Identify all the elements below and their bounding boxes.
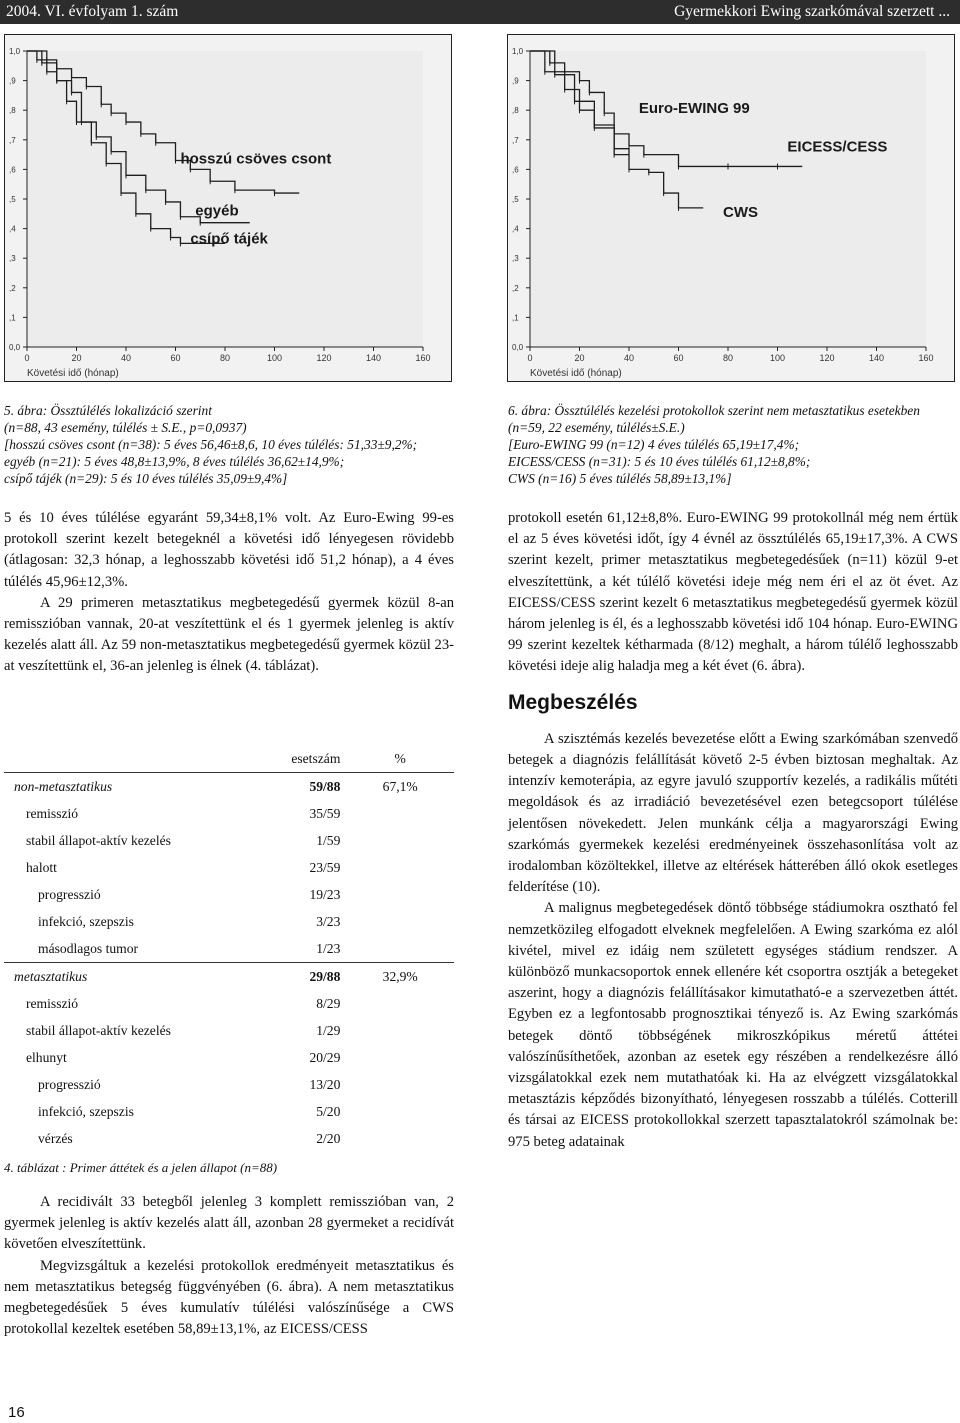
y-tick-label: ,8 [9, 106, 16, 116]
paragraph: A 29 primeren metasztatikus megbetegedésű gyermek közül 8-an remisszióban vannak, 20-at veszítettünk el és 1 gyermek jelenleg is aktív kezelés alatt áll. Az 59 non-metasztatikus megbetegedésű gyermek közül 23-at veszítettünk el, 36-an jelenleg is élnek (4. táblázat). [4, 594, 454, 675]
table-row [4, 908, 454, 935]
table-header-row [4, 745, 454, 773]
table-row [4, 881, 454, 908]
y-tick-label: 0,0 [512, 343, 524, 352]
table-cell-percent [346, 935, 454, 963]
article-title-short: Gyermekkori Ewing szarkómával szerzett ... [674, 3, 950, 20]
table-4-caption: 4. táblázat : Primer áttétek és a jelen állapot (n=88) [4, 1160, 278, 1175]
x-tick-label: 160 [415, 353, 431, 363]
y-tick-label: ,2 [9, 283, 16, 293]
y-tick-label: ,6 [512, 165, 519, 175]
y-tick-label: ,5 [512, 195, 519, 204]
table-cell-label: non-metasztatikus [4, 773, 246, 801]
paragraph: protokoll esetén 61,12±8,8%. Euro-EWING 99 protokollnál még nem értük el az 5 éves követési időt, így 4 évnél az össztúlélés 65,19±17,3%. A CWS szerint kezelt, primer metasztatikus megbetegedésűek (n=11) közül 9-et elveszítettünk, a két túlélő követési ideje még nem éri el az öt évet. Az EICESS/CESS szerint kezelt 6 metasztatikus megbetegedésű gyermek közül három jelenleg is él, és a leghosszabb követési idő 104 hónap. Euro-EWING 99 szerint kezeltek kétharmada (8/12) meghalt, a három túlélő leghosszabb követési ideje alig haladja meg a két évet (6. ábra). [508, 510, 958, 675]
series-label: CWS [723, 203, 759, 221]
table-cell-label: infekció, szepszis [38, 913, 134, 929]
table-cell-percent [346, 1071, 454, 1098]
paragraph: A malignus megbetegedések döntő többsége stádiumokra osztható fel nemzetközileg elfogadott elveknek megfelelően. A Ewing szarkóma ez alól kivétel, mivel ez idáig nem született egységes stádium rendszer. A különböző munkacsoportok ennek ellenére két csoportra osztják a betegeket aszerint, hogy a diagnózis felállításakor kimutatható-e a szervezetben áttét. Egyben ez a legfontosabb prognosztikai tényező is. Az Ewing szarkómás betegek döntő többségének mikroszkópikus méretű áttétei valószínűsíthetőek, azonban az esetek egy részében a rendelkezésre álló vizsgálatokkal ezek nem mutathatóak ki. Ha az elvégzett vizsgálatokkal metasztázis képződés bizonyítható, lényegesen rosszabb a túlélés. Cotterill és társai az EICESS protokollokkal szerzett tapasztalatokról számolnak be: 975 beteg adatainak [508, 900, 958, 1150]
table-cell-percent [346, 908, 454, 935]
table-cell-label: progresszió [38, 1076, 101, 1092]
paragraph: 5 és 10 éves túlélése egyaránt 59,34±8,1% volt. Az Euro-Ewing 99-es protokoll szerint kezelt betegeknél a követési idő lényegesen rövidebb (átlagosan: 32,3 hónap, a leghosszabb követési idő 51,2 hónap), a 4 éves túlélés 45,96±12,3%. [4, 510, 454, 590]
x-tick-label: 20 [71, 353, 82, 363]
table-cell-count: 1/59 [316, 832, 341, 848]
series-label: csípő tájék [190, 230, 268, 248]
table-cell-label: elhunyt [26, 1049, 67, 1065]
x-tick-label: 40 [623, 353, 635, 363]
table-cell-label: vérzés [38, 1130, 73, 1146]
table-cell-count: 59/88 [246, 773, 346, 801]
table-row [4, 773, 454, 801]
y-tick-label: ,5 [9, 195, 16, 204]
y-tick-label: ,3 [9, 254, 16, 264]
y-tick-label: ,1 [512, 313, 519, 323]
y-tick-label: 1,0 [9, 47, 21, 56]
y-tick-label: ,9 [512, 76, 519, 86]
table-cell-percent [346, 854, 454, 881]
x-tick-label: 140 [868, 353, 885, 363]
table-row [4, 854, 454, 881]
table-cell-label: remisszió [26, 995, 79, 1011]
table-row [4, 827, 454, 854]
paragraph: A szisztémás kezelés bevezetése előtt a Ewing szarkómában szenvedő betegek a diagnózis felállítását követő 2-5 évben biztosan meghaltak. Az intenzív kemoterápia, az egyre javuló szupportív kezelés, a radikális műtéti megoldások és az irradiáció bevezetésével ezen betegcsoport túlélése jelentősen növekedett. Jelen munkánk célja a magyarországi Ewing szarkómás gyermekek kezelési eredményeinek összehasonlítása volt az irodalomban közöltekkel, illetve az eltérések hátterében álló okok esetleges felderítése (10). [508, 730, 958, 896]
table-cell-label: másodlagos tumor [38, 940, 139, 956]
table-row [4, 963, 454, 991]
left-column-bottom [4, 1192, 454, 1340]
table-header-cell [4, 745, 246, 773]
table-row [4, 1044, 454, 1071]
table-cell-label: stabil állapot-aktív kezelés [26, 832, 171, 848]
x-tick-label: 40 [120, 353, 132, 363]
x-tick-label: 100 [769, 353, 786, 363]
table-cell-count: 19/23 [309, 886, 341, 902]
x-axis-label: Követési idő (hónap) [27, 368, 119, 379]
table-cell-percent [346, 1044, 454, 1071]
left-column-top [4, 508, 454, 678]
table-cell-percent [346, 827, 454, 854]
x-tick-label: 0 [24, 353, 30, 363]
table-row [4, 1125, 454, 1152]
running-header [0, 0, 960, 24]
table-row [4, 935, 454, 963]
y-tick-label: ,7 [9, 135, 16, 145]
plot-area [27, 51, 423, 347]
table-cell-percent [346, 800, 454, 827]
table-cell-label: infekció, szepszis [38, 1103, 134, 1119]
series-label: hosszú csöves csont [180, 150, 332, 168]
series-label: egyéb [195, 202, 239, 220]
x-tick-label: 60 [673, 353, 684, 363]
table-row [4, 1071, 454, 1098]
table-cell-label: remisszió [26, 805, 79, 821]
table-header-cell: % [394, 750, 406, 766]
table-4 [4, 745, 454, 1152]
table-cell-count: 20/29 [309, 1049, 341, 1065]
figure-6-caption: 6. ábra: Össztúlélés kezelési protokollok szerint nem metasztatikus esetekben (n=59, 22 esemény, túlélés±S.E.) [Euro-EWING 99 (n=12) 4 éves túlélés 65,19±17,4%; EICESS/CESS (n=31): 5 és 10 éves túlélés 61,12±8,8%; CWS (n=16) 5 éves túlélés 58,89±13,1%] [508, 403, 920, 486]
table-header-cell: esetszám [291, 750, 341, 766]
series-label: Euro-EWING 99 [638, 100, 750, 118]
x-tick-label: 120 [819, 353, 835, 363]
y-tick-label: ,4 [9, 224, 16, 234]
y-tick-label: ,8 [512, 106, 519, 116]
table-cell-percent [346, 1017, 454, 1044]
y-tick-label: ,2 [512, 283, 519, 293]
table-cell-percent [346, 1125, 454, 1152]
section-heading: Megbeszélés [508, 690, 638, 714]
table-row [4, 990, 454, 1017]
table-row [4, 1098, 454, 1125]
figure-5-survival-chart [4, 34, 452, 382]
y-tick-label: ,1 [9, 313, 16, 323]
y-tick-label: ,9 [9, 76, 16, 86]
y-tick-label: 0,0 [9, 343, 21, 352]
y-tick-label: ,3 [512, 254, 519, 264]
table-cell-percent: 67,1% [346, 773, 454, 801]
table-cell-count: 23/59 [309, 859, 341, 875]
table-cell-percent [346, 881, 454, 908]
x-tick-label: 160 [918, 353, 934, 363]
x-tick-label: 0 [527, 353, 533, 363]
table-row [4, 1017, 454, 1044]
right-column [508, 508, 958, 1153]
table-cell-count: 35/59 [309, 805, 341, 821]
page-number: 16 [8, 1404, 25, 1421]
x-tick-label: 120 [316, 353, 332, 363]
table-cell-label: metasztatikus [4, 963, 246, 991]
table-cell-count: 13/20 [309, 1076, 341, 1092]
x-tick-label: 140 [365, 353, 382, 363]
table-cell-count: 29/88 [246, 963, 346, 991]
table-cell-percent [346, 990, 454, 1017]
x-tick-label: 80 [722, 353, 734, 363]
figure-5-caption: 5. ábra: Össztúlélés lokalizáció szerint (n=88, 43 esemény, túlélés ± S.E., p=0,0937) [hosszú csöves csont (n=38): 5 éves 56,46±8,6, 10 éves túlélés: 51,33±9,2%; egyéb (n=21): 5 éves 48,8±13,9%, 8 éves túlélés 36,62±14,9%; csípő tájék (n=29): 5 és 10 éves túlélés 35,09±9,4%] [4, 403, 418, 486]
y-tick-label: 1,0 [512, 47, 524, 56]
table-cell-count: 8/29 [316, 995, 341, 1011]
table-row [4, 800, 454, 827]
table-cell-percent [346, 1098, 454, 1125]
x-tick-label: 80 [219, 353, 231, 363]
figure-6-survival-chart [507, 34, 955, 382]
issue-label: 2004. VI. évfolyam 1. szám [6, 3, 179, 20]
x-tick-label: 60 [170, 353, 181, 363]
x-axis-label: Követési idő (hónap) [530, 368, 622, 379]
y-tick-label: ,7 [512, 135, 519, 145]
table-cell-label: stabil állapot-aktív kezelés [26, 1022, 171, 1038]
x-tick-label: 20 [574, 353, 585, 363]
table-cell-percent: 32,9% [346, 963, 454, 991]
table-cell-count: 1/23 [316, 940, 341, 956]
y-tick-label: ,4 [512, 224, 519, 234]
paragraph: A recidivált 33 betegből jelenleg 3 komplett remisszióban van, 2 gyermek jelenleg is aktív kezelés alatt áll, azonban 28 gyermeket a recidívát követően elveszítettünk. [4, 1194, 454, 1253]
paragraph: Megvizsgáltuk a kezelési protokollok eredményeit metasztatikus és nem metasztatikus betegség függvényében (6. ábra). A nem metasztatikus megbetegedésűek 5 éves kumulatív túlélési valószínűsége a CWS protokollal kezeltek esetében 58,89±13,1%, az EICESS/CESS [4, 1257, 454, 1338]
x-tick-label: 100 [266, 353, 283, 363]
table-cell-count: 1/29 [316, 1022, 341, 1038]
table-cell-count: 2/20 [316, 1130, 341, 1146]
series-label: EICESS/CESS [787, 138, 888, 156]
y-tick-label: ,6 [9, 165, 16, 175]
table-cell-label: halott [26, 859, 57, 875]
table-cell-label: progresszió [38, 886, 101, 902]
table-cell-count: 3/23 [316, 913, 341, 929]
table-cell-count: 5/20 [316, 1103, 341, 1119]
